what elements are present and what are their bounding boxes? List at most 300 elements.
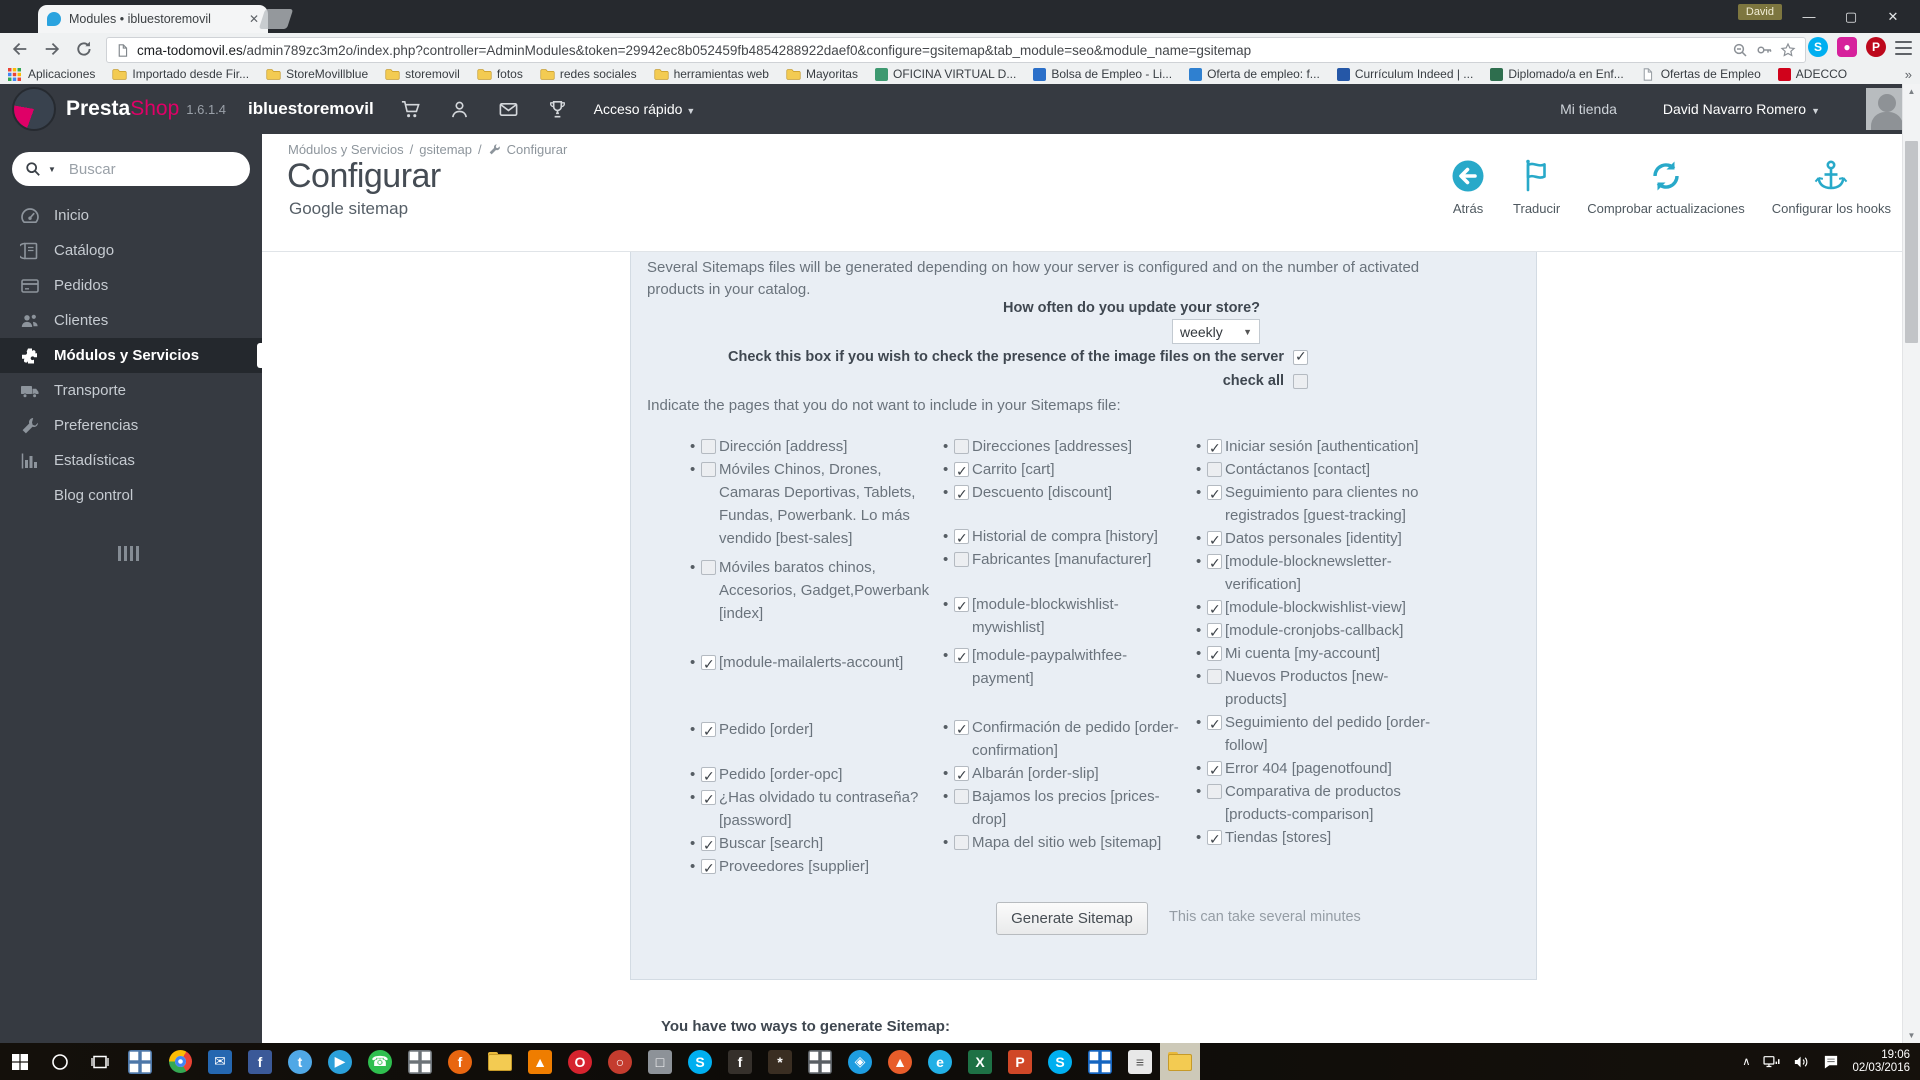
my-shop-link[interactable]: Mi tienda (1560, 101, 1617, 117)
window-app-icon: □ (648, 1050, 672, 1074)
page-icon (116, 43, 129, 58)
bookmark-item[interactable] (112, 67, 249, 81)
bullet: • (943, 484, 949, 501)
bookmark-label: Oferta de empleo: f... (1207, 67, 1320, 81)
sidebar-item-estad-sticas[interactable] (0, 443, 262, 478)
wrench-icon (20, 416, 40, 436)
bullet: • (1196, 438, 1202, 455)
browser-tab[interactable] (38, 5, 268, 33)
page-label: Direcciones [addresses] (972, 438, 1133, 455)
bookmark-item[interactable] (1189, 67, 1320, 81)
tile-icon (1033, 68, 1046, 81)
opera-icon: O (568, 1050, 592, 1074)
page-label: [module-paypalwithfee-payment] (972, 647, 1128, 687)
firefox-icon: f (448, 1050, 472, 1074)
page-checkbox[interactable] (701, 462, 716, 477)
exclude-page-item[interactable] (942, 548, 1185, 571)
page-checkbox[interactable]: ✓ (956, 721, 968, 737)
header-quick-icons (400, 99, 568, 120)
prestashop-logo[interactable] (12, 87, 56, 131)
page-checkbox[interactable]: ✓ (1209, 486, 1221, 502)
folder-icon (654, 68, 669, 81)
exclude-page-item[interactable] (942, 762, 1185, 785)
bookmark-label: fotos (496, 67, 523, 81)
exclude-page-item[interactable] (1195, 435, 1438, 458)
page-label: [module-cronjobs-callback] (1225, 622, 1404, 639)
generate-sitemap-button[interactable]: Generate Sitemap (996, 902, 1148, 935)
taskbar-firefox[interactable] (440, 1043, 480, 1080)
taskbar-dark-app[interactable] (760, 1043, 800, 1080)
page-label: Comparativa de productos [products-comparison] (1225, 783, 1401, 823)
page-subtitle: Google sitemap (289, 199, 409, 218)
bookmark-item[interactable] (8, 67, 95, 81)
taskbar-firefox-dark[interactable] (720, 1043, 760, 1080)
skype-extension-icon[interactable]: S (1808, 37, 1828, 57)
card-icon (20, 276, 40, 296)
bookmark-item[interactable] (477, 67, 523, 81)
page-checkbox[interactable] (954, 835, 969, 850)
breadcrumb-modules[interactable]: Módulos y Servicios (288, 142, 404, 157)
page-checkbox[interactable] (1207, 784, 1222, 799)
taskbar-orange-app[interactable] (880, 1043, 920, 1080)
bullet: • (1196, 829, 1202, 846)
prestashop-brand: PrestaShop (66, 97, 180, 120)
page-label: Tiendas [stores] (1225, 829, 1332, 846)
sidebar (0, 134, 262, 1043)
app-tile-icon (408, 1050, 432, 1074)
extension-icons (1808, 37, 1886, 57)
page-checkbox[interactable] (954, 789, 969, 804)
taskbar-start-button[interactable] (0, 1043, 40, 1080)
minimize-button[interactable]: — (1802, 9, 1816, 24)
exclude-page-item[interactable] (1195, 711, 1438, 757)
bookmark-label: Diplomado/a en Enf... (1508, 67, 1624, 81)
taskbar-whatsapp[interactable] (360, 1043, 400, 1080)
browser-titlebar (0, 0, 1920, 33)
exclude-page-item[interactable] (1195, 642, 1438, 665)
page-label: Dirección [address] (719, 438, 848, 455)
page-label: Carrito [cart] (972, 461, 1055, 478)
firefox-dark-icon: f (728, 1050, 752, 1074)
puzzle-icon (20, 346, 40, 366)
search-icon (25, 161, 41, 177)
volume-icon[interactable] (1792, 1053, 1810, 1071)
maximize-button[interactable]: ▢ (1844, 9, 1858, 24)
exclude-column (689, 435, 942, 878)
chrome-icon (169, 1050, 192, 1073)
exclude-page-item[interactable] (942, 644, 1185, 690)
page-label: Bajamos los precios [prices-drop] (972, 788, 1160, 828)
page-icon (1641, 68, 1656, 81)
exclude-page-item[interactable] (689, 458, 932, 550)
back-icon[interactable] (8, 37, 32, 61)
search-scope-caret-icon[interactable]: ▼ (48, 164, 56, 174)
exclude-page-item[interactable] (1195, 458, 1438, 481)
page-label: Error 404 [pagenotfound] (1225, 760, 1392, 777)
taskbar-compass-app[interactable] (840, 1043, 880, 1080)
taskbar-app-tile[interactable] (400, 1043, 440, 1080)
bookmarks-bar-items (8, 67, 1847, 81)
frequency-label: How often do you update your store? (1003, 300, 1260, 316)
folder-icon (786, 68, 801, 81)
page-label: Móviles baratos chinos, Accesorios, Gadget,Powerbank [index] (719, 559, 930, 622)
page-checkbox[interactable]: ✓ (703, 860, 715, 876)
page-checkbox[interactable]: ✓ (1209, 762, 1221, 778)
taskbar-skype-call[interactable] (680, 1043, 720, 1080)
page-label: Pedido [order] (719, 721, 814, 738)
compass-app-icon: ◈ (848, 1050, 872, 1074)
notes-app-icon: ≡ (1128, 1050, 1152, 1074)
exclude-page-item[interactable] (1195, 665, 1438, 711)
back-toolbar-button[interactable] (1450, 158, 1486, 216)
exclude-page-item[interactable] (942, 435, 1185, 458)
bookmark-label: Ofertas de Empleo (1660, 67, 1761, 81)
taskbar-skype[interactable] (1040, 1043, 1080, 1080)
bullet: • (690, 858, 696, 875)
browser-profile-badge[interactable]: David (1738, 4, 1782, 20)
sidebar-item-label: Módulos y Servicios (54, 347, 200, 364)
powerpoint-icon: P (1008, 1050, 1032, 1074)
sidebar-item-inicio[interactable] (0, 198, 262, 233)
file-explorer-icon (1168, 1052, 1192, 1071)
bookmark-item[interactable] (654, 67, 769, 81)
exclude-page-item[interactable] (942, 525, 1185, 548)
exclude-page-item[interactable] (1195, 550, 1438, 596)
bookmark-item[interactable] (1337, 67, 1474, 81)
app-grid-2-icon (808, 1050, 832, 1074)
page-checkbox[interactable]: ✓ (956, 463, 968, 479)
exclude-page-item[interactable] (942, 481, 1185, 504)
flag-toolbar-button[interactable] (1513, 158, 1560, 216)
bullet: • (1196, 461, 1202, 478)
taskbar-task-view-button[interactable] (80, 1043, 120, 1080)
taskbar-opera[interactable] (560, 1043, 600, 1080)
bullet: • (690, 438, 696, 455)
taskbar-cortana-button[interactable] (40, 1043, 80, 1080)
page-checkbox[interactable]: ✓ (703, 791, 715, 807)
prestashop-version: 1.6.1.4 (186, 101, 227, 117)
taskbar-red-app[interactable] (600, 1043, 640, 1080)
folder-icon (385, 68, 400, 81)
user-menu[interactable]: David Navarro Romero ▼ (1662, 101, 1820, 117)
image-check-label: Check this box if you wish to check the presence of the image files on the server (728, 349, 1284, 365)
anchor-toolbar-button[interactable] (1772, 158, 1891, 216)
bookmark-label: Bolsa de Empleo - Li... (1051, 67, 1173, 81)
red-app-icon: ○ (608, 1050, 632, 1074)
taskbar-icons (0, 1043, 1200, 1080)
exclude-page-item[interactable] (1195, 527, 1438, 550)
taskbar-excel[interactable] (960, 1043, 1000, 1080)
pinterest-extension-icon[interactable]: P (1866, 37, 1886, 57)
reload-icon[interactable] (72, 37, 96, 61)
bookmark-item[interactable] (1641, 67, 1761, 81)
new-tab-button[interactable] (259, 9, 293, 29)
page-checkbox[interactable]: ✓ (703, 723, 715, 739)
page-toolbar (1450, 158, 1891, 216)
page-checkbox[interactable]: ✓ (703, 768, 715, 784)
start-button-icon (10, 1052, 30, 1072)
taskbar-blue-tile-app[interactable] (1080, 1043, 1120, 1080)
exclude-page-item[interactable] (942, 831, 1185, 854)
bookmark-item[interactable] (266, 67, 368, 81)
page-label: Fabricantes [manufacturer] (972, 551, 1152, 568)
toolbar-button-label: Configurar los hooks (1771, 201, 1891, 216)
exclude-column (1195, 435, 1448, 878)
page-label: Seguimiento del pedido [order-follow] (1225, 714, 1431, 754)
frequency-select[interactable] (1172, 319, 1260, 344)
taskbar-chrome[interactable] (160, 1043, 200, 1080)
page-label: Descuento [discount] (972, 484, 1113, 501)
sidebar-item-preferencias[interactable] (0, 408, 262, 443)
customer-icon[interactable] (449, 99, 470, 120)
network-icon[interactable] (1762, 1053, 1780, 1071)
back-icon (1450, 158, 1486, 194)
check-all-checkbox[interactable] (1293, 374, 1308, 389)
app-grid-icon (128, 1050, 152, 1074)
collapse-menu-icon[interactable] (118, 546, 139, 561)
tab-close-icon[interactable]: ✕ (248, 12, 259, 26)
bullet: • (943, 551, 949, 568)
sidebar-item-m-dulos-y-servicios[interactable] (0, 338, 262, 373)
exclude-page-item[interactable] (689, 651, 932, 674)
bookmarks-overflow-icon[interactable]: » (1904, 66, 1912, 82)
scroll-up-icon[interactable]: ▲ (1907, 87, 1916, 96)
page-checkbox[interactable]: ✓ (1209, 440, 1221, 456)
blue-tile-app-icon (1088, 1050, 1112, 1074)
page-checkbox[interactable]: ✓ (703, 656, 715, 672)
bookmark-label: Mayoritas (805, 67, 858, 81)
page-label: Proveedores [supplier] (719, 858, 870, 875)
image-check-row (728, 349, 1308, 365)
page-label: Albarán [order-slip] (972, 765, 1099, 782)
taskbar-twitter[interactable] (280, 1043, 320, 1080)
page-checkbox[interactable]: ✓ (1209, 532, 1221, 548)
taskbar-mail-app[interactable] (200, 1043, 240, 1080)
page-label: [module-blockwishlist-mywishlist] (972, 596, 1119, 636)
window-controls (1788, 0, 1914, 33)
admin-layout (0, 134, 1920, 1043)
scrollbar-thumb[interactable] (1905, 141, 1918, 343)
pink-extension-icon[interactable]: ● (1837, 37, 1857, 57)
page-checkbox[interactable]: ✓ (956, 530, 968, 546)
taskbar-clock[interactable] (1852, 1049, 1910, 1075)
chart-icon (20, 451, 40, 471)
page-checkbox[interactable]: ✓ (1209, 831, 1221, 847)
bullet: • (690, 461, 696, 478)
bookmark-label: Importado desde Fir... (132, 67, 250, 81)
shop-name[interactable]: ibluestoremovil (248, 99, 374, 118)
forward-icon[interactable] (40, 37, 64, 61)
close-button[interactable]: ✕ (1887, 9, 1899, 24)
bookmark-item[interactable] (1778, 67, 1847, 81)
exclude-pages-columns (689, 435, 1448, 878)
page-label: Seguimiento para clientes no registrados [guest-tracking] (1225, 484, 1419, 524)
taskbar-notes-app[interactable] (1120, 1043, 1160, 1080)
exclude-page-item[interactable] (689, 718, 932, 741)
page-label: Confirmación de pedido [order-confirmation] (972, 719, 1179, 759)
exclude-page-item[interactable] (689, 763, 932, 786)
excel-icon: X (968, 1050, 992, 1074)
facebook-icon: f (248, 1050, 272, 1074)
indicate-label: Indicate the pages that you do not want to include in your Sitemaps file: (647, 397, 1121, 414)
configure-wrench-icon (488, 143, 501, 156)
bullet: • (1196, 645, 1202, 662)
exclude-page-item[interactable] (1195, 826, 1438, 849)
bookmark-label: OFICINA VIRTUAL D... (892, 67, 1017, 81)
exclude-page-item[interactable] (689, 832, 932, 855)
taskbar-vlc[interactable] (520, 1043, 560, 1080)
page-checkbox[interactable]: ✓ (956, 649, 968, 665)
taskbar-facebook[interactable] (240, 1043, 280, 1080)
scroll-down-icon[interactable]: ▼ (1907, 1031, 1916, 1040)
exclude-page-item[interactable] (942, 785, 1185, 831)
page-checkbox[interactable] (1207, 462, 1222, 477)
toolbar-button-label: Traducir (1513, 201, 1561, 216)
page-label: Contáctanos [contact] (1225, 461, 1371, 478)
exclude-page-item[interactable] (942, 716, 1185, 762)
sidebar-item-cat-logo[interactable] (0, 233, 262, 268)
bookmark-item[interactable] (786, 67, 858, 81)
page-checkbox[interactable]: ✓ (1209, 624, 1221, 640)
twitter-icon: t (288, 1050, 312, 1074)
bookmark-item[interactable] (1490, 67, 1623, 81)
whatsapp-icon: ☎ (368, 1050, 392, 1074)
taskbar-telegram[interactable] (320, 1043, 360, 1080)
url-text: cma-todomovil.es/admin789zc3m2o/index.php?controller=AdminModules&token=29942ec8b052459fb4854288922daef0&configure=gsitemap&tab_module=seo&module_name=gsitemap (137, 42, 1252, 58)
bookmark-item[interactable] (385, 67, 460, 81)
task-view-button-icon (90, 1052, 110, 1072)
tab-favicon (47, 12, 61, 26)
bookmark-item[interactable] (875, 67, 1016, 81)
action-center-icon[interactable] (1822, 1053, 1840, 1071)
taskbar-folder-app[interactable] (480, 1043, 520, 1080)
breadcrumb-current: Configurar (506, 142, 568, 157)
exclude-page-item[interactable] (1195, 481, 1438, 527)
trophy-icon[interactable] (547, 99, 568, 120)
bullet: • (1196, 484, 1202, 501)
page-checkbox[interactable] (954, 552, 969, 567)
exclude-page-item[interactable] (689, 855, 932, 878)
page-checkbox[interactable]: ✓ (956, 598, 968, 614)
taskbar-internet-explorer[interactable] (920, 1043, 960, 1080)
bookmark-star-icon[interactable] (1780, 42, 1796, 58)
page-checkbox[interactable] (954, 439, 969, 454)
generate-note: This can take several minutes (1169, 909, 1361, 925)
messages-icon[interactable] (498, 99, 519, 120)
mail-app-icon: ✉ (208, 1050, 232, 1074)
vlc-icon: ▲ (528, 1050, 552, 1074)
page-checkbox[interactable]: ✓ (1209, 647, 1221, 663)
taskbar-file-explorer[interactable] (1160, 1043, 1200, 1080)
page-label: [module-mailalerts-account] (719, 654, 904, 671)
page-checkbox[interactable]: ✓ (1209, 716, 1221, 732)
zoom-indicator-icon[interactable] (1732, 42, 1748, 58)
cortana-button-icon (50, 1052, 70, 1072)
prestashop-header (0, 84, 1920, 134)
page-label: [module-blockwishlist-view] (1225, 599, 1406, 616)
page-checkbox[interactable] (701, 439, 716, 454)
exclude-page-item[interactable] (1195, 757, 1438, 780)
bullet: • (943, 788, 949, 805)
select-caret-icon: ▼ (1243, 326, 1252, 337)
tile-icon (875, 68, 888, 81)
main-content (262, 134, 1903, 1043)
sidebar-item-clientes[interactable] (0, 303, 262, 338)
tab-title: Modules • ibluestoremovil (69, 12, 211, 26)
exclude-page-item[interactable] (689, 435, 932, 458)
sidebar-item-transporte[interactable] (0, 373, 262, 408)
page-scrollbar[interactable] (1902, 84, 1920, 1043)
browser-menu-icon[interactable] (1895, 41, 1912, 55)
tray-chevron-icon[interactable]: ∧ (1742, 1056, 1751, 1068)
image-check-checkbox[interactable]: ✓ (1295, 347, 1307, 364)
page-checkbox[interactable]: ✓ (956, 767, 968, 783)
sidebar-item-blog-control[interactable] (0, 478, 262, 513)
exclude-page-item[interactable] (1195, 596, 1438, 619)
exclude-page-item[interactable] (1195, 780, 1438, 826)
exclude-page-item[interactable] (942, 458, 1185, 481)
sidebar-item-label: Transporte (54, 382, 126, 399)
page-checkbox[interactable] (701, 560, 716, 575)
bullet: • (690, 766, 696, 783)
exclude-page-item[interactable] (1195, 619, 1438, 642)
quick-access-button[interactable]: Acceso rápido ▼ (593, 101, 696, 117)
refresh-icon (1648, 158, 1684, 194)
exclude-page-item[interactable] (689, 786, 932, 832)
bookmark-item[interactable] (1033, 67, 1172, 81)
bookmark-label: Currículum Indeed | ... (1354, 67, 1474, 81)
bookmark-label: ADECCO (1795, 67, 1848, 81)
toolbar-button-label: Comprobar actualizaciones (1587, 201, 1745, 216)
taskbar-window-app[interactable] (640, 1043, 680, 1080)
sidebar-item-pedidos[interactable] (0, 268, 262, 303)
cart-icon[interactable] (400, 99, 421, 120)
tile-icon (1189, 68, 1202, 81)
taskbar (0, 1043, 1920, 1080)
page-checkbox[interactable]: ✓ (1209, 601, 1221, 617)
exclude-page-item[interactable] (942, 593, 1185, 639)
page-checkbox[interactable]: ✓ (956, 486, 968, 502)
taskbar-powerpoint[interactable] (1000, 1043, 1040, 1080)
page-label: Mi cuenta [my-account] (1225, 645, 1381, 662)
bullet: • (943, 834, 949, 851)
skype-icon: S (1048, 1050, 1072, 1074)
breadcrumb-gsitemap[interactable]: gsitemap (419, 142, 472, 157)
dark-app-icon: * (768, 1050, 792, 1074)
page-checkbox[interactable] (1207, 669, 1222, 684)
tile-icon (1778, 68, 1791, 81)
bullet: • (1196, 760, 1202, 777)
page-checkbox[interactable]: ✓ (703, 837, 715, 853)
url-bar[interactable] (106, 37, 1806, 63)
key-icon[interactable] (1756, 42, 1772, 58)
bullet: • (943, 596, 949, 613)
bookmark-item[interactable] (540, 67, 637, 81)
system-tray (1742, 1049, 1920, 1075)
bullet: • (690, 721, 696, 738)
tile-icon (1490, 68, 1503, 81)
bullet: • (1196, 783, 1202, 800)
exclude-page-item[interactable] (689, 556, 932, 625)
taskbar-app-grid[interactable] (120, 1043, 160, 1080)
bullet: • (943, 528, 949, 545)
gsitemap-config-panel (630, 252, 1537, 980)
taskbar-app-grid-2[interactable] (800, 1043, 840, 1080)
refresh-toolbar-button[interactable] (1587, 158, 1745, 216)
sidebar-search[interactable] (12, 152, 250, 186)
folder-icon (266, 68, 281, 81)
page-checkbox[interactable]: ✓ (1209, 555, 1221, 571)
